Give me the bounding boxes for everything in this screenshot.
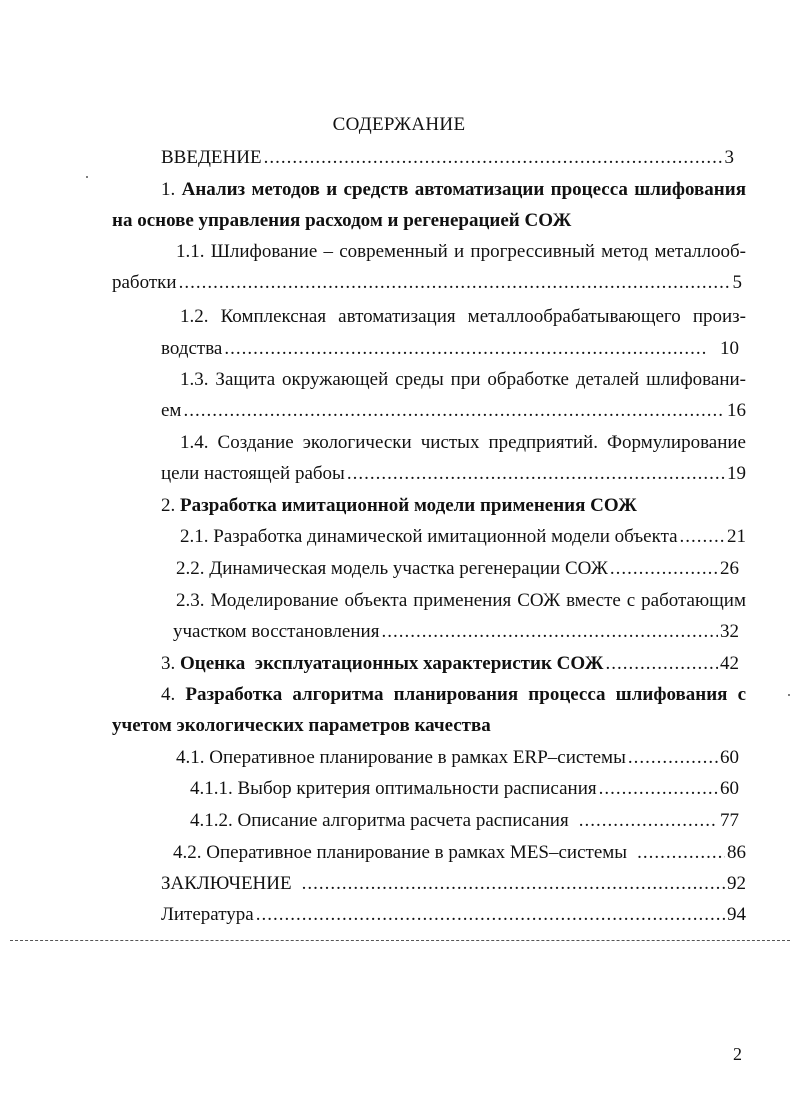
toc-chapter-4-cont (112, 714, 491, 738)
chapter-title: Разработка имитационной модели применения СОЖ (180, 495, 637, 516)
toc-label: ЗАКЛЮЧЕНИЕ (161, 873, 292, 894)
toc-section-2-2[interactable] (176, 557, 739, 581)
page-number: 2 (733, 1044, 742, 1064)
leader-dots (224, 337, 706, 361)
toc-label: 1.4. Создание экологически чистых предприятий. Формулирование (180, 432, 746, 453)
toc-page: 42 (720, 653, 739, 674)
toc-section-2-3[interactable] (176, 589, 746, 613)
toc-label: ВВЕДЕНИЕ (161, 147, 262, 168)
toc-section-1-3-cont[interactable] (161, 399, 746, 423)
chapter-title: Оценка эксплуатационных характеристик СОЖ (180, 653, 604, 674)
scan-speck (788, 694, 790, 696)
toc-label: 1.3. Защита окружающей среды при обработке деталей шлифовани- (180, 369, 746, 390)
toc-section-1-2[interactable] (180, 305, 746, 329)
toc-label: 1.1. Шлифование – современный и прогрессивный метод металлооб- (176, 241, 746, 262)
toc-label: 1.2. Комплексная автоматизация металлообрабатывающего произ- (180, 306, 746, 327)
toc-section-4-1[interactable] (176, 746, 739, 770)
toc-chapter-1-cont (112, 209, 571, 233)
leader-dots (179, 271, 731, 295)
chapter-title: Разработка алгоритма планирования процесса шлифования с (185, 684, 747, 705)
toc-page: 60 (720, 747, 739, 768)
toc-label: водства (161, 338, 223, 359)
toc-label: участком восстановления (173, 621, 380, 642)
leader-dots (610, 557, 718, 581)
leader-dots (579, 809, 718, 833)
toc-label: цели настоящей рабоы (161, 463, 345, 484)
toc-section-1-1[interactable] (176, 240, 746, 264)
toc-page: 21 (727, 526, 746, 547)
toc-page: 16 (727, 400, 746, 421)
leader-dots (599, 777, 718, 801)
chapter-number: 1. (161, 179, 176, 200)
leader-dots (381, 620, 718, 644)
toc-label: 2.2. Динамическая модель участка регенерации СОЖ (176, 558, 608, 579)
toc-chapter-3[interactable] (161, 652, 739, 676)
leader-dots (183, 399, 725, 423)
toc-section-1-2-cont[interactable] (161, 337, 739, 361)
toc-section-2-1[interactable] (180, 525, 746, 549)
chapter-title-cont: учетом экологических параметров качества (112, 715, 491, 736)
toc-section-2-3-cont[interactable] (173, 620, 739, 644)
chapter-number: 4. (161, 684, 176, 705)
leader-dots (256, 903, 725, 927)
toc-page: 77 (720, 810, 739, 831)
toc-page: 5 (732, 272, 742, 293)
toc-section-4-1-2[interactable] (190, 809, 739, 833)
toc-chapter-4[interactable] (161, 683, 746, 707)
chapter-number: 3. (161, 653, 176, 674)
chapter-number: 2. (161, 495, 176, 516)
toc-section-4-2[interactable] (173, 841, 746, 865)
toc-label: 2.3. Моделирование объекта применения СОЖ вместе с работающим (176, 590, 746, 611)
toc-label (161, 652, 603, 676)
toc-label: 4.2. Оперативное планирование в рамках MES–системы (173, 842, 628, 863)
toc-section-1-4-cont[interactable] (161, 462, 746, 486)
toc-label: работки (112, 272, 177, 293)
leader-dots (605, 652, 718, 676)
toc-entry-references[interactable] (161, 903, 746, 927)
toc-chapter-2[interactable] (161, 494, 637, 518)
leader-dots (628, 746, 718, 770)
toc-page: 86 (727, 842, 746, 863)
toc-entry-conclusion[interactable] (161, 872, 746, 896)
toc-label: 4.1. Оперативное планирование в рамках ERP–системы (176, 747, 626, 768)
leader-dots (302, 872, 725, 896)
leader-dots (347, 462, 725, 486)
toc-section-1-4[interactable] (180, 431, 746, 455)
toc-chapter-1[interactable] (161, 178, 746, 202)
toc-page: 26 (720, 558, 739, 579)
toc-label: 2.1. Разработка динамической имитационной модели объекта (180, 526, 678, 547)
page-title: СОДЕРЖАНИЕ (332, 114, 466, 135)
toc-page: 32 (720, 621, 739, 642)
chapter-title-cont: на основе управления расходом и регенерацией СОЖ (112, 210, 572, 231)
toc-label: ем (161, 400, 182, 421)
scan-dashed-rule (10, 940, 790, 941)
toc-label: 4.1.2. Описание алгоритма расчета расписания (190, 810, 569, 831)
leader-dots (264, 146, 723, 170)
toc-page: 92 (727, 873, 746, 894)
toc-page: 60 (720, 778, 739, 799)
leader-dots (637, 841, 725, 865)
toc-label: 4.1.1. Выбор критерия оптимальности расписания (190, 778, 597, 799)
toc-entry-intro[interactable] (161, 146, 734, 170)
toc-label: Литература (161, 904, 254, 925)
toc-section-4-1-1[interactable] (190, 777, 739, 801)
toc-page: 10 (720, 338, 739, 359)
toc-page: 19 (727, 463, 746, 484)
scan-speck (86, 176, 88, 178)
leader-dots (680, 525, 725, 549)
toc-section-1-1-cont[interactable] (112, 271, 742, 295)
toc-page: 94 (727, 904, 746, 925)
toc-section-1-3[interactable] (180, 368, 746, 392)
chapter-title: Анализ методов и средств автоматизации процесса шлифования (181, 179, 746, 200)
toc-page: 3 (724, 147, 734, 168)
